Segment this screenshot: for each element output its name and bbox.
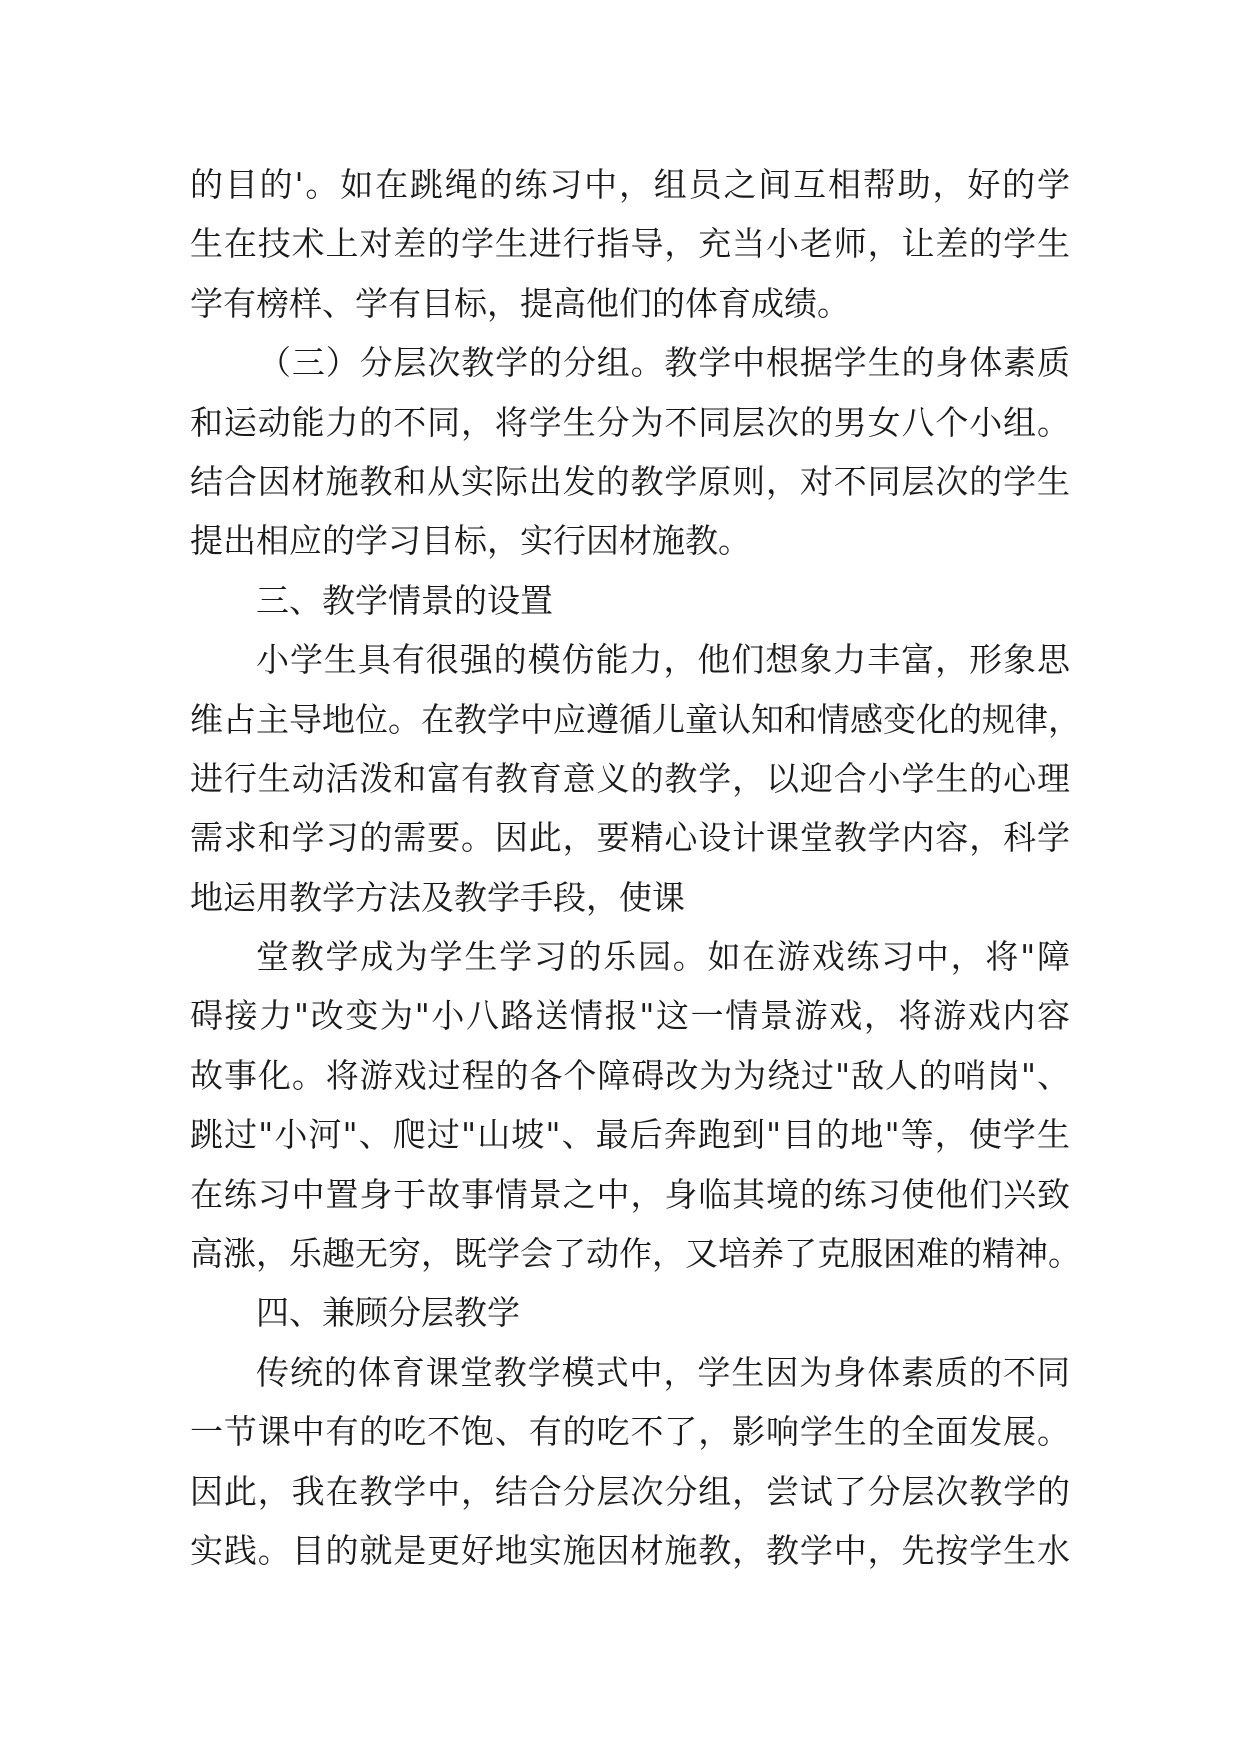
- text-line: 四、兼顾分层教学: [256, 1293, 520, 1333]
- text-line: 三、教学情景的设置: [256, 580, 553, 620]
- text-line: 结合因材施教和从实际出发的教学原则，对不同层次的学生: [190, 461, 1070, 501]
- text-line: 高涨，乐趣无穷，既学会了动作，又培养了克服困难的精神。: [190, 1234, 1081, 1274]
- text-line: 生在技术上对差的学生进行指导，充当小老师，让差的学生: [190, 224, 1070, 264]
- text-line: 地运用教学方法及教学手段，使课: [190, 877, 685, 917]
- text-line: 跳过"小河"、爬过"山坡"、最后奔跑到"目的地"等，使学生: [190, 1115, 1070, 1155]
- text-line: 进行生动活泼和富有教育意义的教学，以迎合小学生的心理: [190, 758, 1070, 798]
- text-line: 实践。目的就是更好地实施因材施教，教学中，先按学生水: [190, 1530, 1070, 1570]
- text-line: 和运动能力的不同，将学生分为不同层次的男女八个小组。: [190, 402, 1070, 442]
- text-line: 故事化。将游戏过程的各个障碍改为为绕过"敌人的哨岗"、: [190, 1055, 1070, 1095]
- text-line: 碍接力"改变为"小八路送情报"这一情景游戏，将游戏内容: [190, 996, 1070, 1036]
- text-line: 维占主导地位。在教学中应遵循儿童认知和情感变化的规律，: [190, 699, 1081, 739]
- body-text: [190, 155, 1081, 1580]
- text-line: 一节课中有的吃不饱、有的吃不了，影响学生的全面发展。: [190, 1412, 1070, 1452]
- text-line: 的目的'。如在跳绳的练习中，组员之间互相帮助，好的学: [190, 165, 1070, 204]
- text-line: （三）分层次教学的分组。教学中根据学生的身体素质: [258, 343, 1070, 383]
- text-line: 学有榜样、学有目标，提高他们的体育成绩。: [190, 283, 850, 323]
- text-line: 需求和学习的需要。因此，要精心设计课堂教学内容，科学: [190, 818, 1070, 858]
- text-line: 在练习中置身于故事情景之中，身临其境的练习使他们兴致: [190, 1174, 1070, 1214]
- text-line: 提出相应的学习目标，实行因材施教。: [190, 521, 751, 561]
- text-line: 传统的体育课堂教学模式中，学生因为身体素质的不同: [256, 1352, 1070, 1392]
- text-line: 小学生具有很强的模仿能力，他们想象力丰富，形象思: [256, 640, 1070, 680]
- text-line: 堂教学成为学生学习的乐园。如在游戏练习中，将"障: [256, 937, 1070, 977]
- text-line: 因此，我在教学中，结合分层次分组，尝试了分层次教学的: [190, 1471, 1070, 1511]
